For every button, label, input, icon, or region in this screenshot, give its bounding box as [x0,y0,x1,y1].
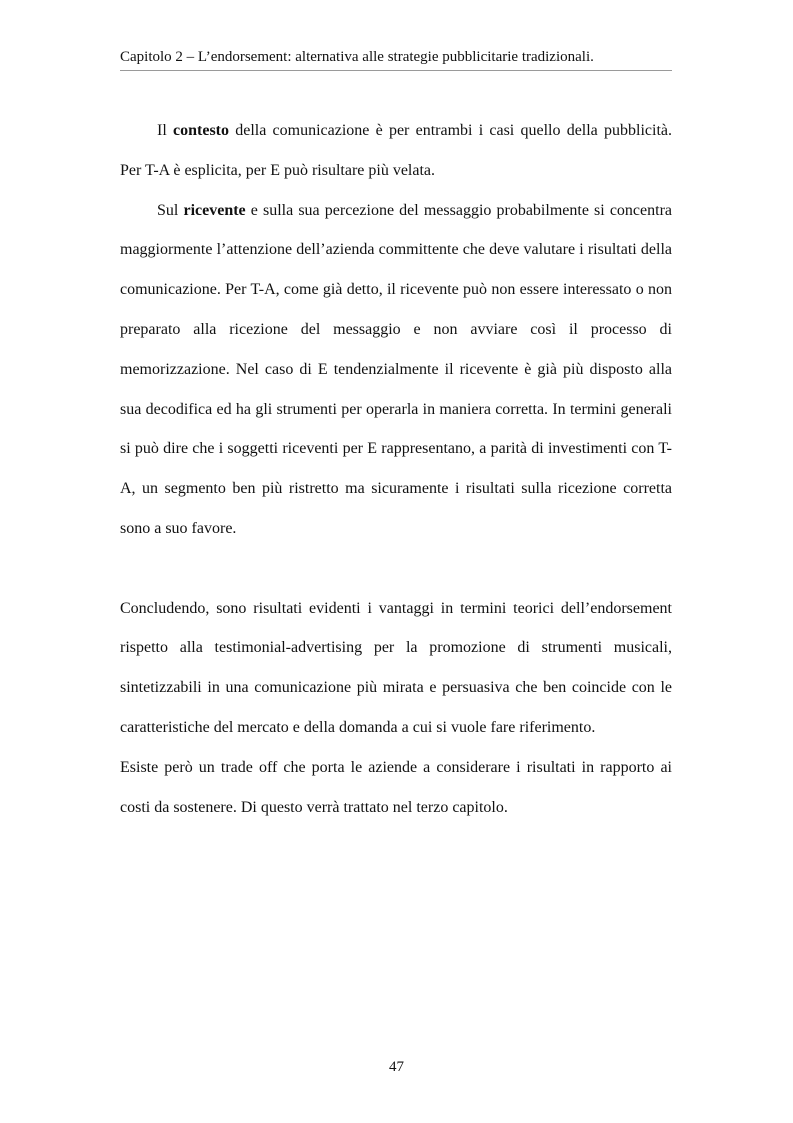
paragraph-context-text: della comunicazione è per entrambi i casi quello della pubblicità. Per T-A è esplicita, per E può risultare più velata. [120,122,672,179]
paragraph-trade-off: Esiste però un trade off che porta le aziende a considerare i risultati in rapporto ai costi da sostenere. Di questo verrà trattato nel terzo capitolo. [120,758,672,816]
paragraph-conclusion: Concludendo, sono risultati evidenti i vantaggi in termini teorici dell’endorsement rispetto alla testimonial-advertising per la promozione di strumenti musicali, sintetizzabili in una comunicazione più mirata e persuasiva che ben coincide con le caratteristiche del mercato e della domanda a cui si vuole fare riferimento. [120,599,672,736]
header-divider [120,70,672,71]
paragraph-receiver [120,191,672,549]
body-text [120,111,672,827]
page-number: 47 [389,1059,404,1075]
paragraph-context-lead: Il [157,122,174,139]
term-contesto: contesto [173,122,229,139]
paragraph-receiver-text: e sulla sua percezione del messaggio probabilmente si concentra maggiormente l’attenzione dell’azienda committente che deve valutare i risultati della comunicazione. Per T-A, come già detto, il ricevente può non essere interessato o non preparato alla ricezione del messaggio e non avviare così il processo di memorizzazione. Nel caso di E tendenzialmente il ricevente è già più disposto alla sua decodifica ed ha gli strumenti per operarla in maniera corretta. In termini generali si può dire che i soggetti riceventi per E rappresentano, a parità di investimenti con T-A, un segmento ben più ristretto ma sicuramente i risultati sulla ricezione corretta sono a suo favore. [120,201,672,537]
paragraph-receiver-lead: Sul [157,201,184,219]
term-ricevente: ricevente [183,201,246,219]
running-header: Capitolo 2 – L’endorsement: alternativa alle strategie pubblicitarie tradizionali. [120,49,594,65]
paragraph-context [120,111,672,191]
